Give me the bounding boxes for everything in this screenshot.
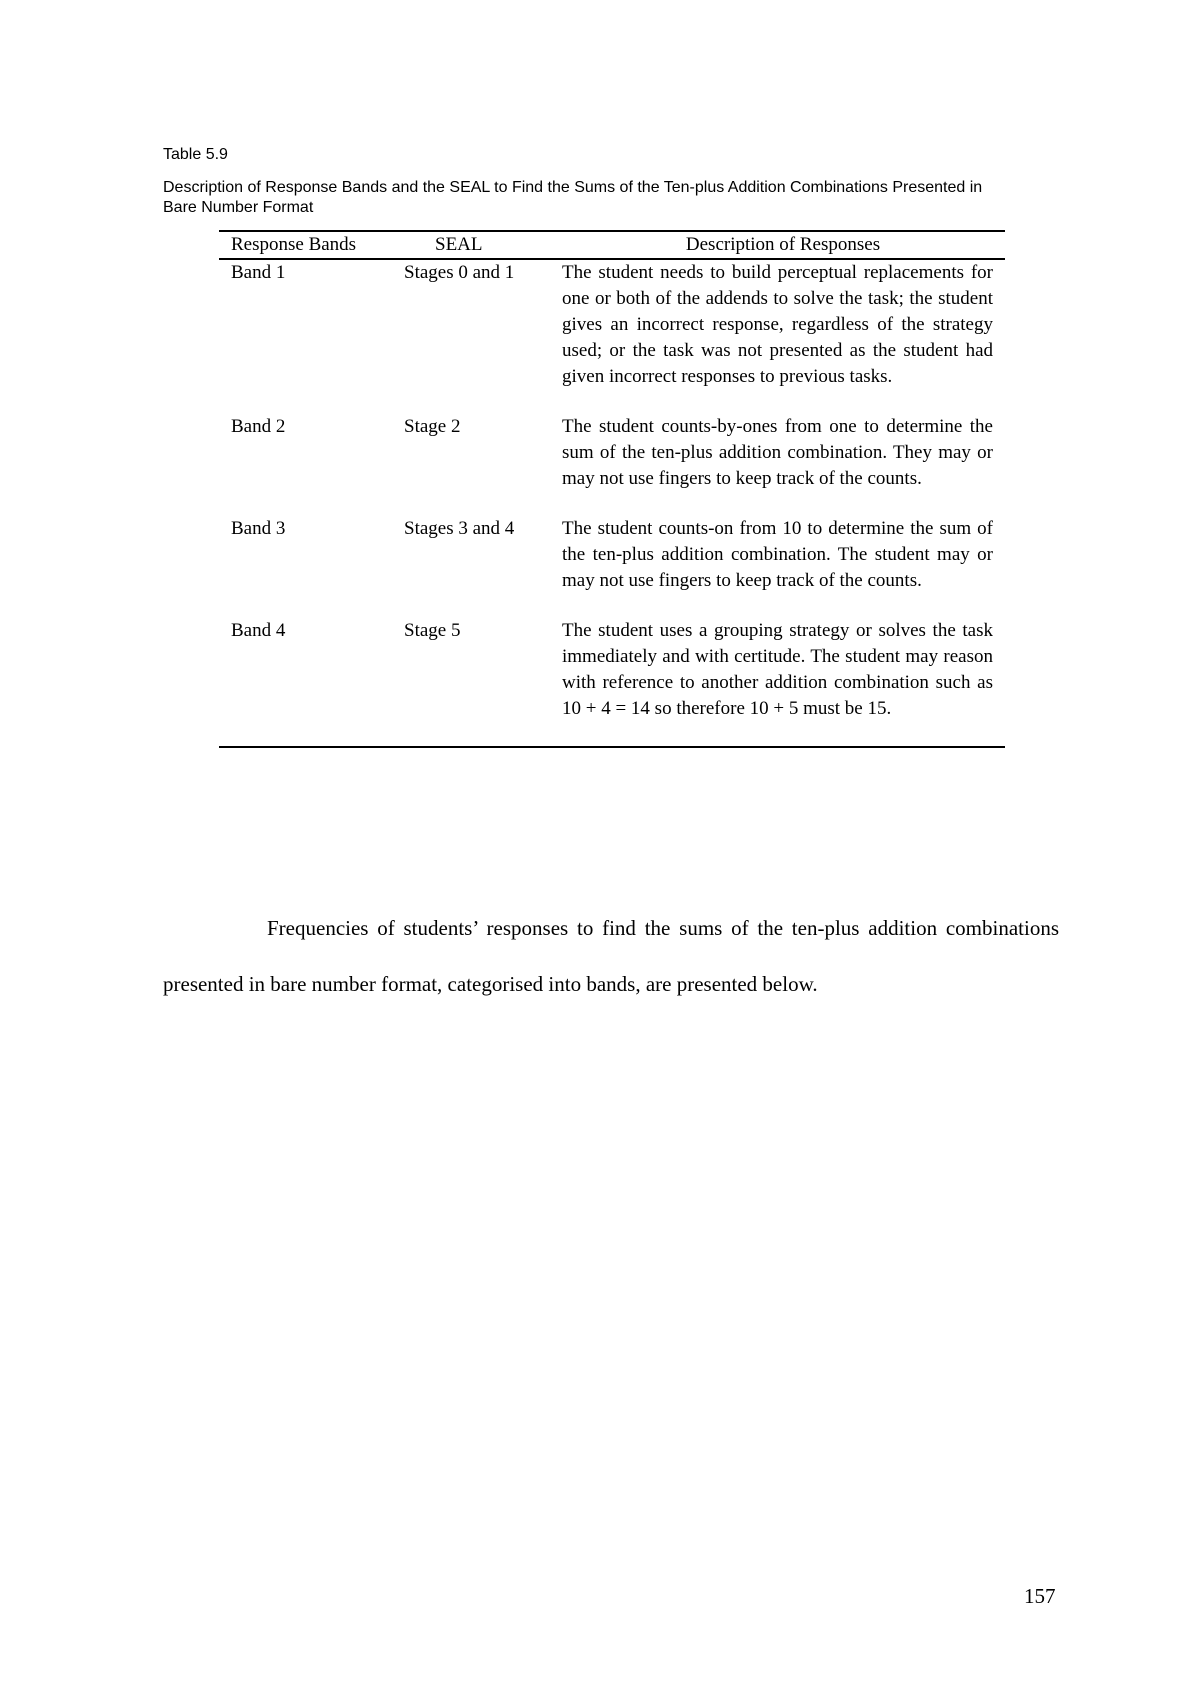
cell-seal: Stage 2: [404, 416, 461, 437]
header-description: Description of Responses: [547, 231, 1005, 259]
cell-description: The student needs to build perceptual replacements for one or both of the addends to solve the task; the student gives an incorrect response, regardless of the strategy used; or the task was not presented as the student had given incorrect responses to previous tasks.: [562, 262, 993, 387]
table-caption: Description of Response Bands and the SEAL to Find the Sums of the Ten-plus Addition Combinations Presented in Bare Number Format: [163, 179, 983, 216]
cell-seal: Stages 3 and 4: [404, 518, 515, 539]
page-number: 157: [1024, 1584, 1056, 1608]
body-paragraph: Frequencies of students’ responses to find the sums of the ten-plus addition combinations presented in bare number format, categorised into bands, are presented below.: [163, 916, 1059, 996]
cell-band: Band 4: [219, 618, 389, 747]
table-label: Table 5.9: [163, 146, 228, 163]
table-row: [219, 618, 1005, 747]
cell-description: The student counts-on from 10 to determine the sum of the ten-plus addition combination. The student may or may not use fingers to keep track of the counts.: [562, 518, 993, 591]
header-seal: SEAL: [389, 231, 547, 259]
cell-band: Band 1: [231, 262, 286, 283]
cell-seal: Stages 0 and 1: [404, 262, 515, 283]
table-row: [219, 516, 1005, 618]
table-header-row: [219, 231, 1005, 259]
table-row: [219, 414, 1005, 516]
cell-description: The student counts-by-ones from one to determine the sum of the ten-plus addition combination. They may or may not use fingers to keep track of the counts.: [562, 416, 993, 489]
cell-band: Band 3: [231, 518, 286, 539]
table-row: [219, 259, 1005, 414]
cell-description: The student uses a grouping strategy or solves the task immediately and with certitude. The student may reason with reference to another addition combination such as 10 + 4 = 14 so therefore 10 + 5 must be 15.: [547, 618, 1005, 747]
table: [219, 230, 1005, 748]
header-response-bands: Response Bands: [219, 231, 389, 259]
response-bands-table: [219, 230, 1005, 748]
body-text: [163, 900, 1059, 1012]
cell-seal: Stage 5: [389, 618, 547, 747]
cell-band: Band 2: [231, 416, 286, 437]
